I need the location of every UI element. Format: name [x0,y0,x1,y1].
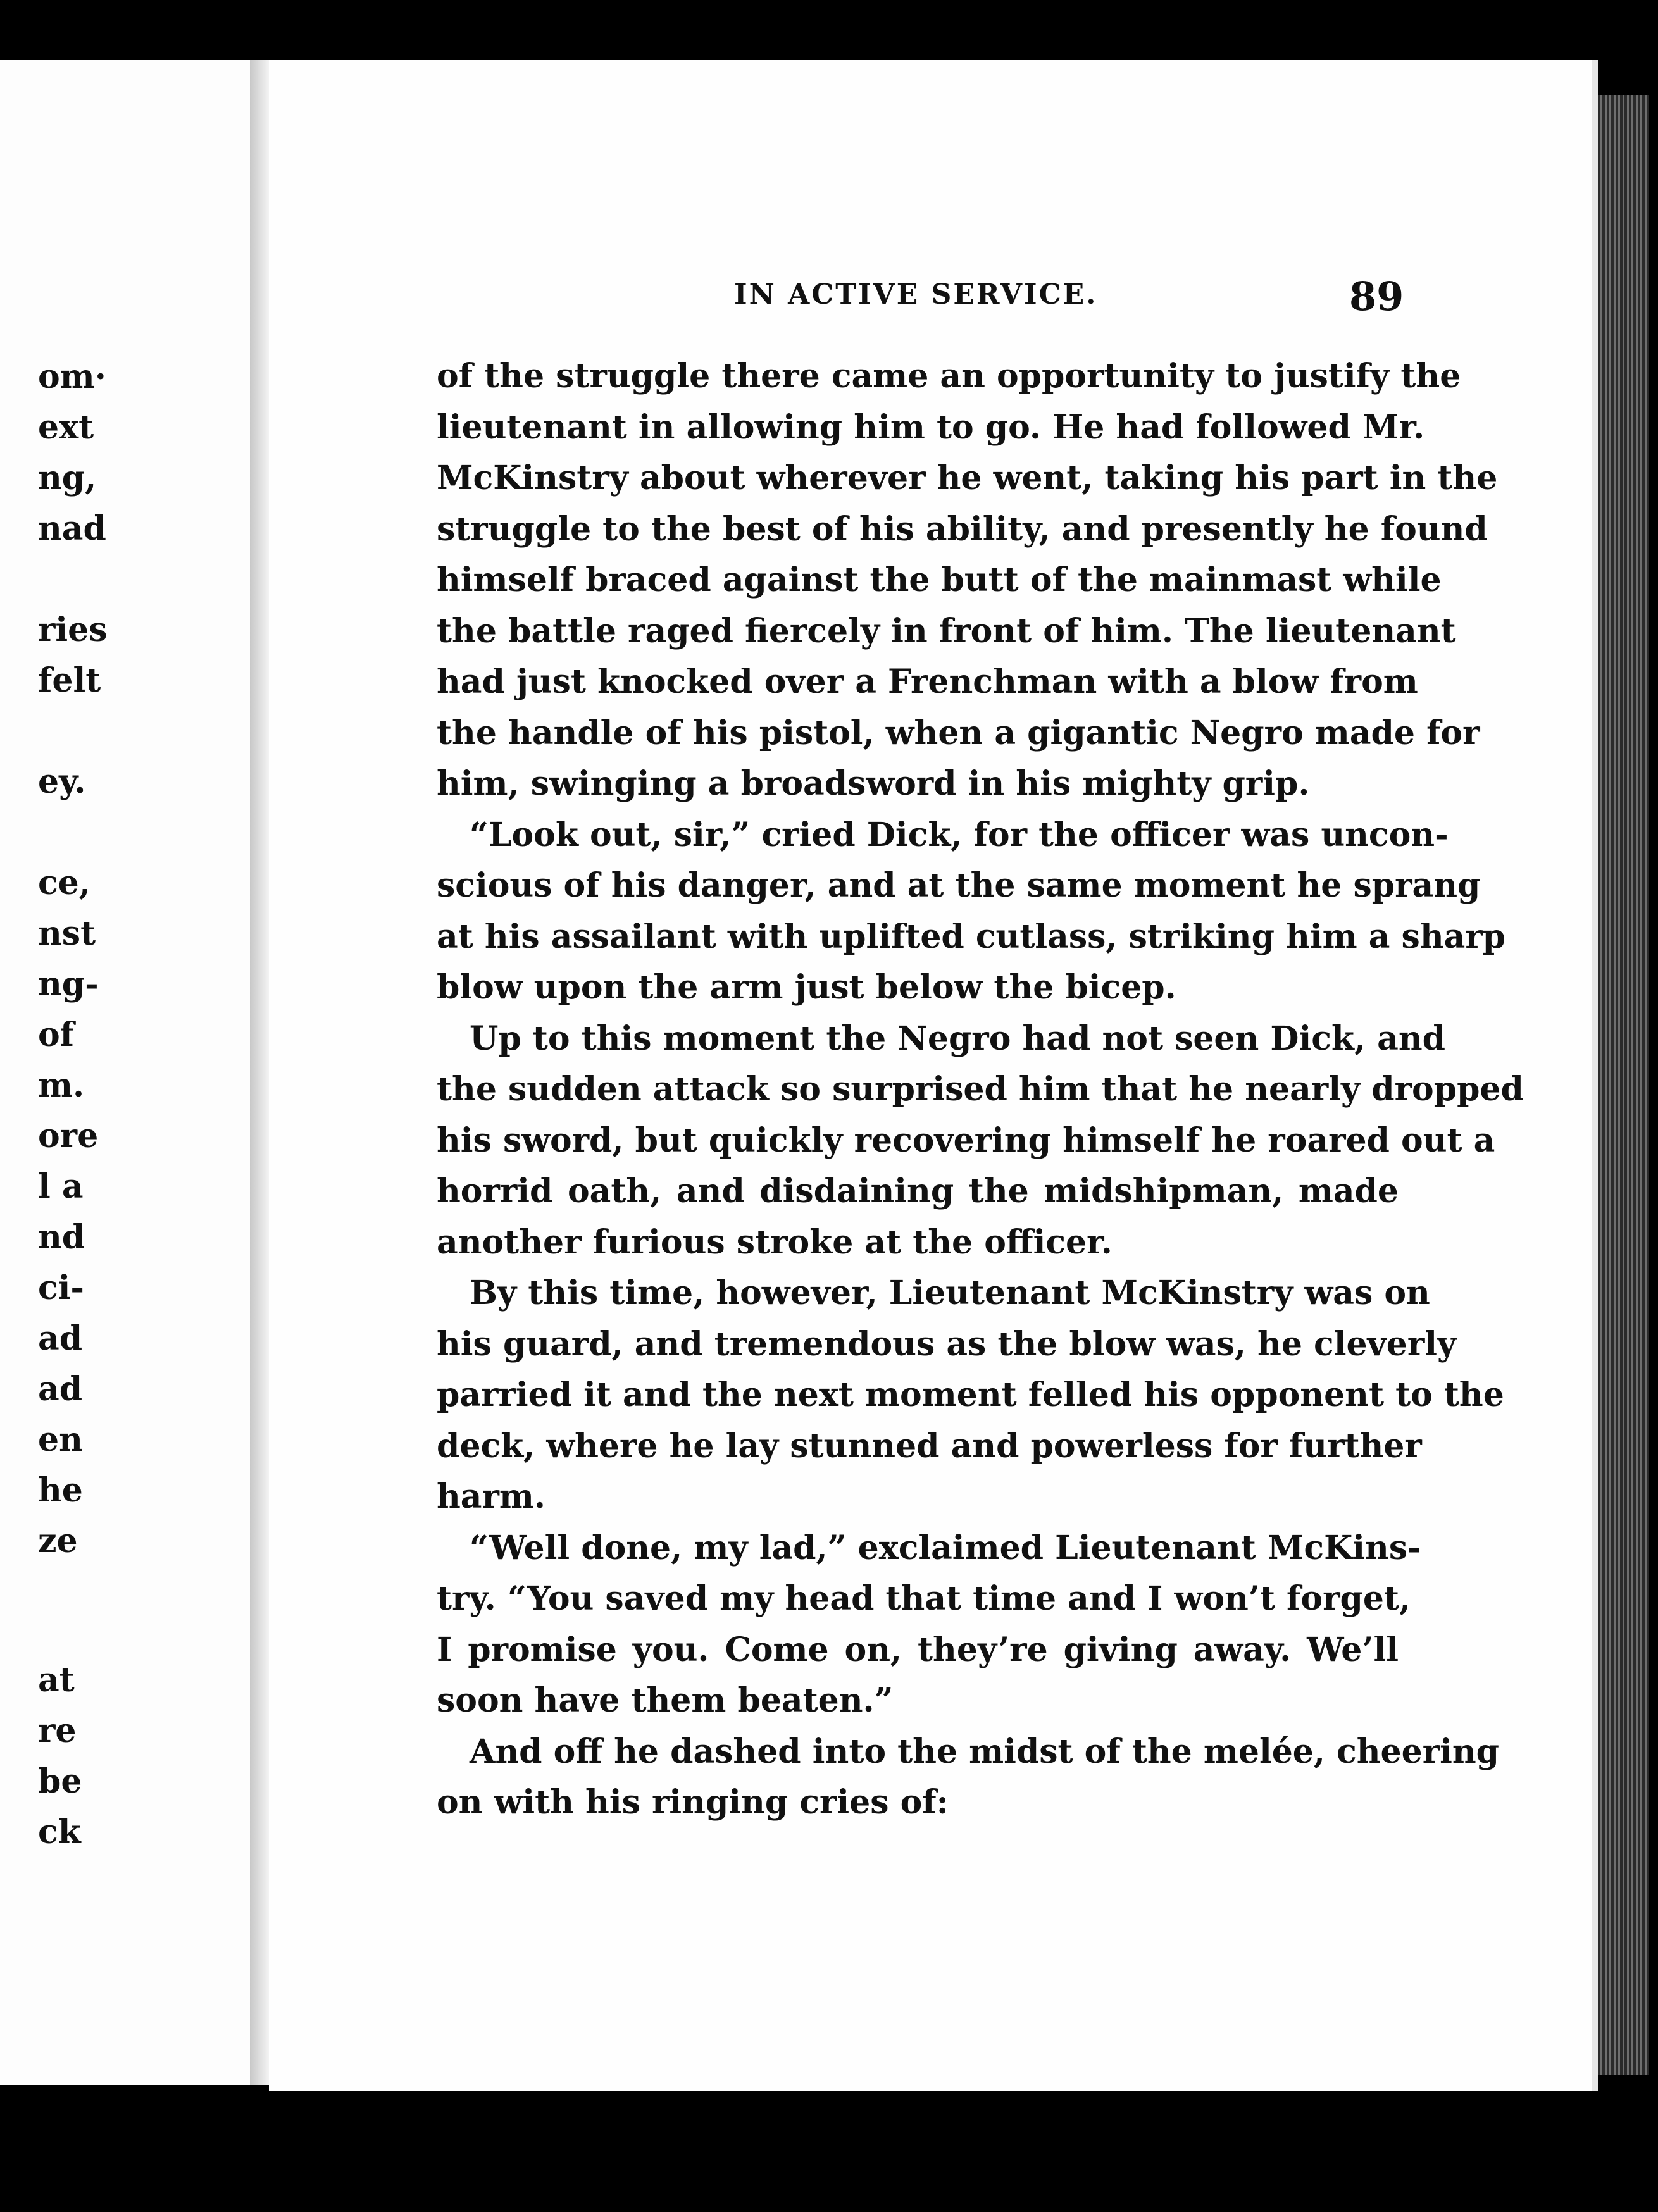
text-line: “Look out, sir,” cried Dick, for the officer was uncon- [470,815,1449,854]
page-edges [1598,95,1649,2075]
text-line: had just knocked over a Frenchman with a blow from [437,662,1418,701]
text-line: him, swinging a broadsword in his mighty grip. [437,764,1310,803]
text-line: the battle raged fiercely in front of him. The lieutenant [437,611,1456,650]
left-fragment: he [38,1471,83,1510]
text-line: at his assailant with uplifted cutlass, striking him a sharp [437,917,1506,956]
text-line: himself braced against the butt of the mainmast while [437,561,1442,599]
left-fragment: re [38,1712,77,1750]
left-fragment: m. [38,1066,85,1105]
left-fragment: be [38,1762,82,1801]
left-fragment: ze [38,1522,78,1560]
left-fragment: ci- [38,1269,84,1307]
text-line: blow upon the arm just below the bicep. [437,968,1176,1007]
text-line: By this time, however, Lieutenant McKinstry was on [470,1274,1430,1312]
text-line: soon have them beaten.” [437,1681,894,1720]
left-fragment: ries [38,611,108,649]
left-fragment: ng- [38,965,99,1003]
page-number: 89 [1349,273,1404,320]
left-fragment: ore [38,1117,99,1155]
left-fragment: ext [38,408,94,447]
text-line: parried it and the next moment felled his opponent to the [437,1376,1504,1414]
text-line: on with his ringing cries of: [437,1783,949,1822]
left-fragment: ng, [38,459,97,497]
left-fragment: of [38,1016,75,1054]
left-fragment: ck [38,1813,81,1851]
left-fragment: at [38,1661,75,1699]
left-fragment: nd [38,1218,85,1257]
left-fragment: nad [38,509,106,548]
text-line: another furious stroke at the officer. [437,1222,1113,1262]
left-fragment: l a [38,1167,84,1206]
left-fragment: ce, [38,864,90,902]
running-head: IN ACTIVE SERVICE. [734,278,1098,311]
text-line: his sword, but quickly recovering himself he roared out a [437,1121,1495,1160]
left-fragment: ad [38,1319,83,1358]
text-line: of the struggle there came an opportunity to justify the [437,357,1461,395]
previous-page [0,60,252,2085]
text-line: deck, where he lay stunned and powerless for further [437,1426,1422,1465]
text-line: McKinstry about wherever he went, taking his part in the [437,459,1498,497]
left-fragment: om· [38,357,106,396]
left-fragment: ad [38,1370,83,1408]
body-text [437,351,1524,1829]
text-line: try. “You saved my head that time and I won’t forget, [437,1579,1411,1618]
left-fragment: en [38,1420,83,1459]
text-line: scious of his danger, and at the same moment he sprang [437,866,1481,905]
text-line: the handle of his pistol, when a gigantic Negro made for [437,713,1480,752]
text-line: struggle to the best of his ability, and presently he found [437,509,1488,549]
text-line: lieutenant in allowing him to go. He had followed Mr. [437,407,1425,447]
left-fragment: nst [38,914,96,953]
text-line: I promise you. Come on, they’re giving away. We’ll [437,1630,1399,1669]
left-fragment: ey. [38,762,86,801]
text-line: Up to this moment the Negro had not seen Dick, and [470,1019,1446,1058]
text-line: harm. [437,1477,546,1516]
text-line: And off he dashed into the midst of the melée, cheering [470,1732,1500,1771]
text-line: his guard, and tremendous as the blow was, he cleverly [437,1324,1457,1364]
text-line: horrid oath, and disdaining the midshipman, made [437,1172,1399,1210]
book-gutter [250,60,269,2085]
left-fragment: felt [38,661,101,700]
text-line: the sudden attack so surprised him that he nearly dropped [437,1070,1524,1109]
text-line: “Well done, my lad,” exclaimed Lieutenant McKins- [470,1528,1421,1567]
